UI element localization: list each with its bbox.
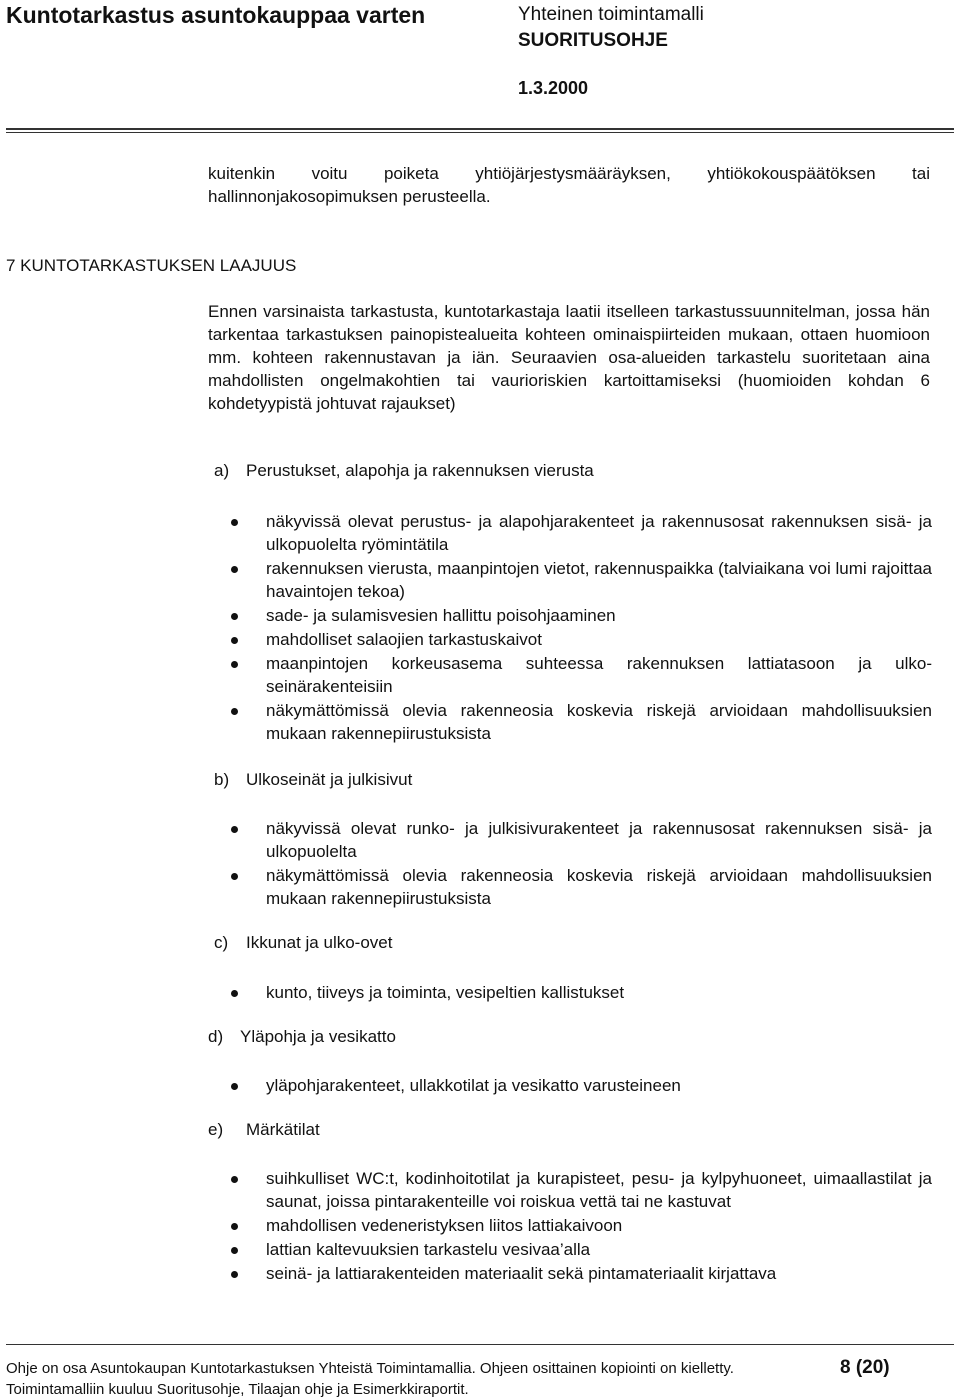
list-item: lattian kaltevuuksien tarkastelu vesivaa’alla — [220, 1238, 932, 1261]
subsection-d-heading — [208, 1027, 396, 1047]
list-item: mahdolliset salaojien tarkastuskaivot — [220, 628, 932, 651]
subsection-a-list — [220, 510, 932, 746]
section-heading: 7 KUNTOTARKASTUKSEN LAAJUUS — [6, 256, 297, 275]
list-item: yläpohjarakenteet, ullakkotilat ja vesikatto varusteineen — [220, 1074, 932, 1097]
subsection-letter: d) — [208, 1027, 224, 1046]
subsection-letter: b) — [214, 770, 230, 789]
list-item: rakennuksen vierusta, maanpintojen vietot, rakennuspaikka (talviaikana voi lumi rajoittaa havaintojen tekoa) — [220, 557, 932, 603]
list-item: näkyvissä olevat perustus- ja alapohjarakenteet ja rakennusosat rakennuksen sisä- ja ulkopuolelta ryömintätila — [220, 510, 932, 556]
subsection-title: Perustukset, alapohja ja rakennuksen vierusta — [246, 461, 594, 480]
footer-note: Toimintamalliin kuuluu Suoritusohje, Tilaajan ohje ja Esimerkkiraportit. — [6, 1381, 469, 1398]
subsection-c-heading — [214, 933, 392, 953]
subsection-title: Yläpohja ja vesikatto — [240, 1027, 396, 1046]
subsection-b-heading — [214, 770, 412, 790]
list-item: maanpintojen korkeusasema suhteessa rakennuksen lattiatasoon ja ulkoseinärakenteisiin — [220, 652, 932, 698]
intro-paragraph: kuitenkin voitu poiketa yhtiöjärjestysmääräyksen, yhtiökokouspäätöksen tai hallinnonjakosopimuksen perusteella. — [208, 164, 930, 206]
subsection-e-list — [220, 1167, 932, 1286]
list-item: näkyvissä olevat runko- ja julkisivurakenteet ja rakennusosat rakennuksen sisä- ja ulkopuolelta — [220, 817, 932, 863]
subsection-letter: a) — [214, 461, 230, 480]
page-number: 8 (20) — [840, 1357, 890, 1378]
list-item: näkymättömissä olevia rakenneosia koskevia riskejä arvioidaan mahdollisuuksien mukaan rakennepiirustuksista — [220, 699, 932, 745]
list-item: sade- ja sulamisvesien hallittu poisohjaaminen — [220, 604, 932, 627]
section-paragraph: Ennen varsinaista tarkastusta, kuntotarkastaja laatii itselleen tarkastussuunnitelman, jossa hän tarkentaa tarkastuksen painopistealueita kohteen ominaispiirteiden mukaan, ottaen huomioon mm. kohteen rakennustavan ja iän. Seuraavien osa-alueiden tarkastelu suoritetaan aina mahdollisten ongelmakohtien tai vaurioriskien kartoittamiseksi (huomioiden kohdan 6 kohdetyypistä johtuvat rajaukset) — [208, 302, 930, 413]
list-item: suihkulliset WC:t, kodinhoitotilat ja kurapisteet, pesu- ja kylpyhuoneet, uimaallastilat ja saunat, joissa pintarakenteille voi roiskua vettä tai ne kastuvat — [220, 1167, 932, 1213]
list-item: näkymättömissä olevia rakenneosia koskevia riskejä arvioidaan mahdollisuuksien mukaan rakennepiirustuksista — [220, 864, 932, 910]
subsection-e-heading — [208, 1120, 320, 1140]
document-subtitle: Yhteinen toimintamalli — [518, 4, 704, 25]
footer-copyright: Ohje on osa Asuntokaupan Kuntotarkastuksen Yhteistä Toimintamallia. Ohjeen osittainen kopiointi on kielletty. — [6, 1360, 734, 1377]
subsection-a-heading — [214, 461, 594, 481]
list-item: seinä- ja lattiarakenteiden materiaalit sekä pintamateriaalit kirjattava — [220, 1262, 932, 1285]
header-divider — [6, 128, 954, 130]
document-title: Kuntotarkastus asuntokauppaa varten — [6, 2, 426, 28]
subsection-letter: c) — [214, 933, 229, 952]
subsection-title: Märkätilat — [246, 1120, 320, 1139]
subsection-b-list — [220, 817, 932, 911]
header-divider-thin — [6, 132, 954, 133]
document-date: 1.3.2000 — [518, 78, 589, 98]
subsection-d-list — [220, 1074, 932, 1098]
subsection-c-list — [220, 981, 932, 1005]
document-type: SUORITUSOHJE — [518, 30, 668, 51]
subsection-title: Ulkoseinät ja julkisivut — [246, 770, 413, 789]
list-item: kunto, tiiveys ja toiminta, vesipeltien kallistukset — [220, 981, 932, 1004]
subsection-letter: e) — [208, 1120, 224, 1139]
subsection-title: Ikkunat ja ulko-ovet — [246, 933, 393, 952]
footer-divider — [6, 1344, 954, 1345]
list-item: mahdollisen vedeneristyksen liitos lattiakaivoon — [220, 1214, 932, 1237]
